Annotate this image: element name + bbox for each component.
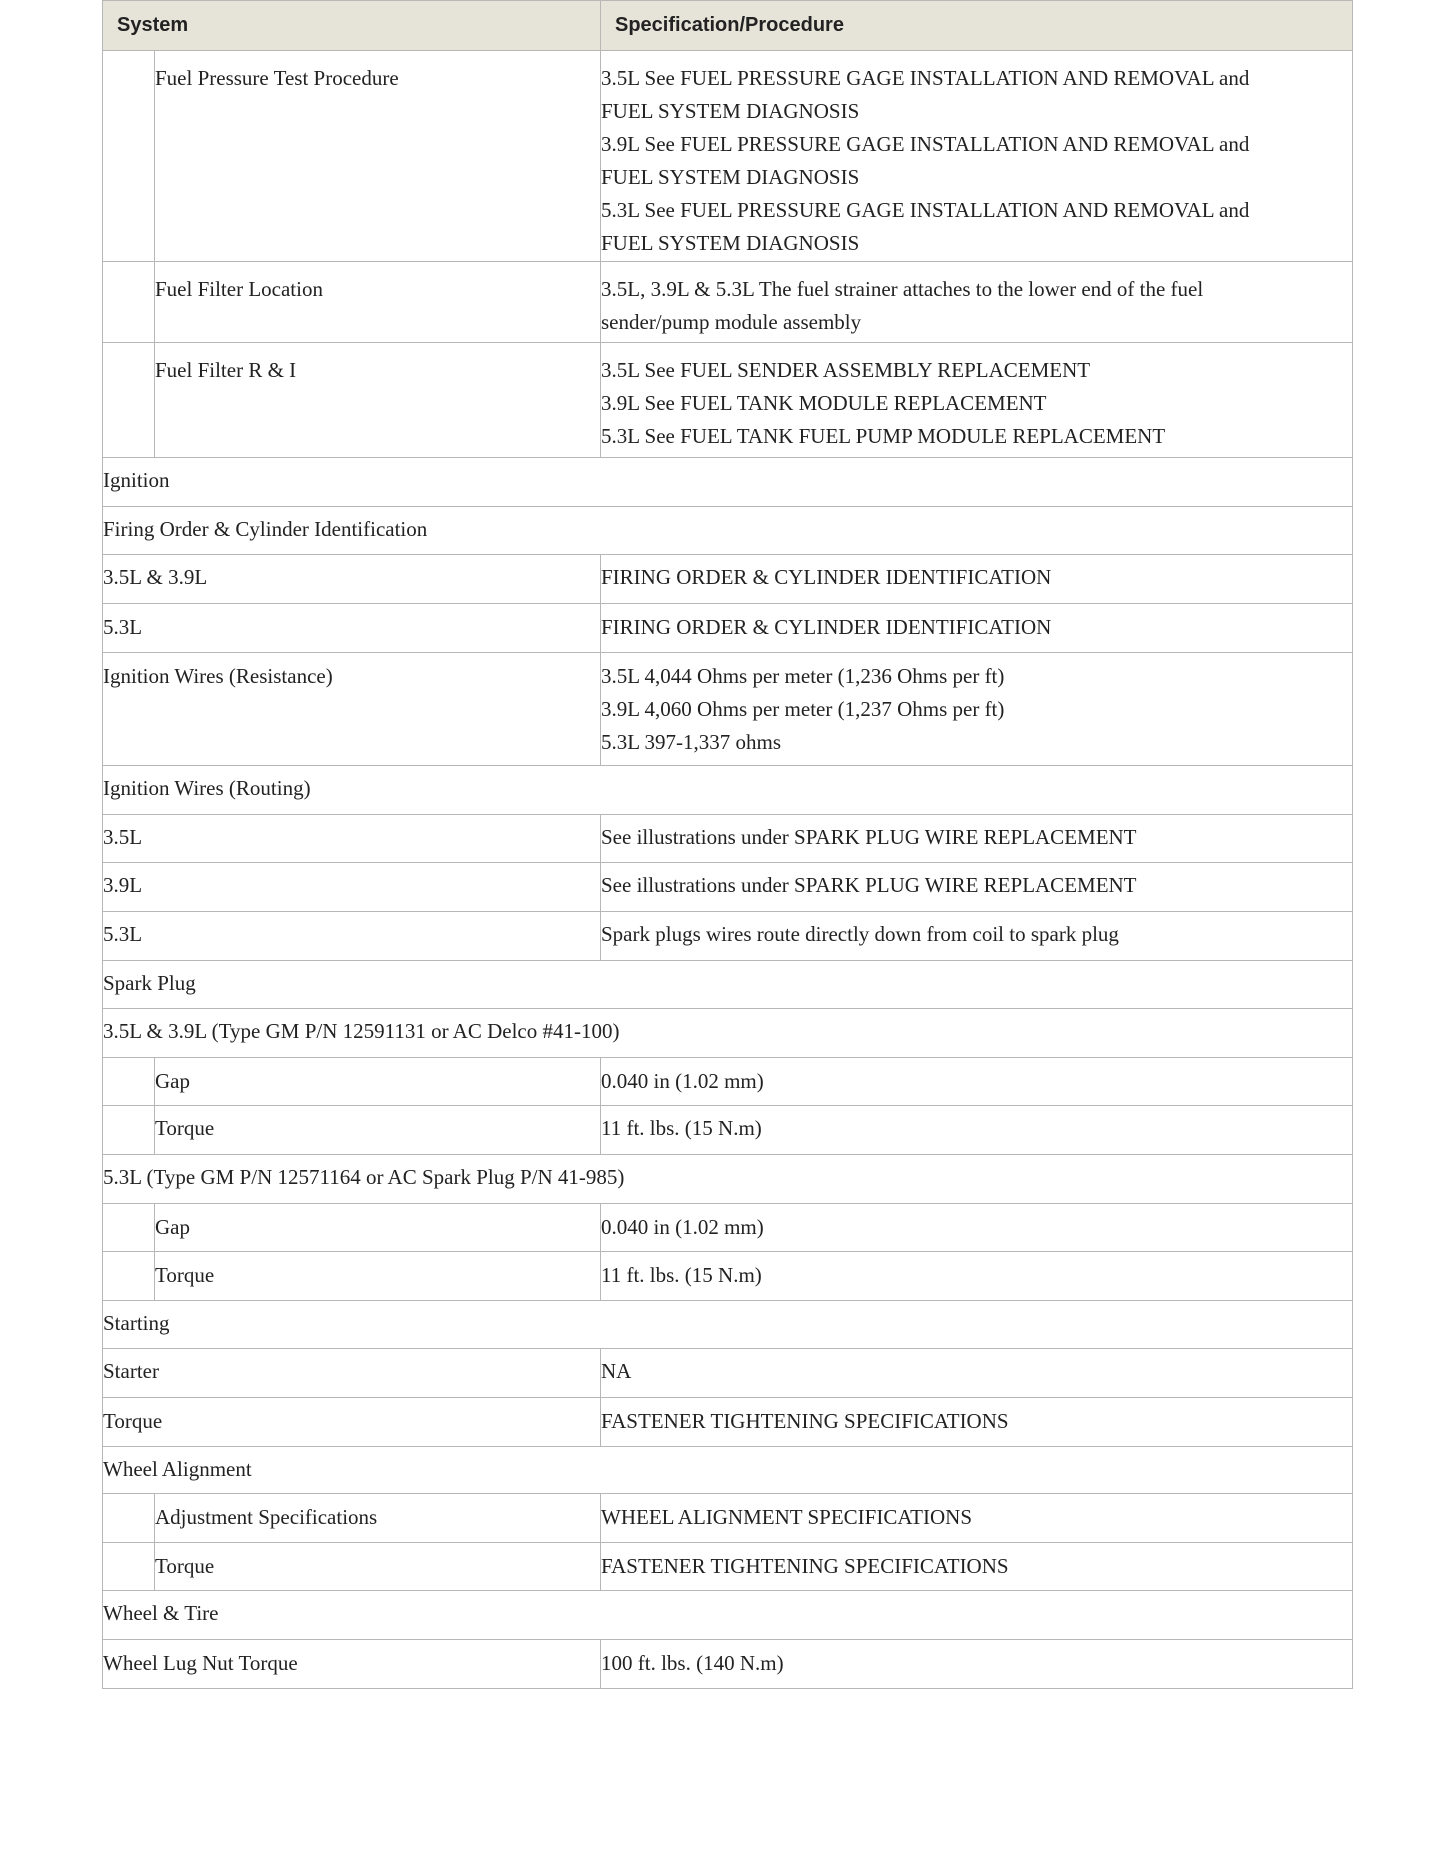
spec-line: 3.9L See FUEL TANK MODULE REPLACEMENT xyxy=(601,391,1047,415)
spec-cell xyxy=(601,912,1353,961)
indent-cell xyxy=(103,51,155,262)
spec-line: 5.3L 397-1,337 ohms xyxy=(601,730,782,754)
system-label: Torque xyxy=(155,1106,601,1155)
section-label: Firing Order & Cylinder Identification xyxy=(103,507,1353,555)
table-row xyxy=(103,1543,1353,1591)
system-label: 3.9L xyxy=(103,863,601,912)
section-label: Ignition Wires (Routing) xyxy=(103,766,1353,815)
section-label: Wheel Alignment xyxy=(103,1447,1353,1494)
indent-cell xyxy=(103,1494,155,1543)
table-row xyxy=(103,1349,1353,1398)
spec-line: See illustrations under SPARK PLUG WIRE REPLACEMENT xyxy=(601,825,1137,849)
indent-cell xyxy=(103,262,155,343)
table-row xyxy=(103,604,1353,653)
spec-cell xyxy=(601,653,1353,766)
indent-cell xyxy=(103,343,155,458)
spec-cell xyxy=(601,555,1353,604)
system-label: Torque xyxy=(155,1252,601,1301)
section-row xyxy=(103,961,1353,1009)
section-row xyxy=(103,1447,1353,1494)
spec-line: Spark plugs wires route directly down from coil to spark plug xyxy=(601,922,1119,946)
spec-line: 3.5L 4,044 Ohms per meter (1,236 Ohms per ft) xyxy=(601,664,1005,688)
section-label: Starting xyxy=(103,1301,1353,1349)
system-label: Fuel Filter Location xyxy=(155,262,601,343)
table-row xyxy=(103,1640,1353,1689)
spec-line: 0.040 in (1.02 mm) xyxy=(601,1069,764,1093)
system-label: Fuel Pressure Test Procedure xyxy=(155,51,601,262)
table-body xyxy=(103,51,1353,1689)
table-row xyxy=(103,653,1353,766)
spec-line: 5.3L See FUEL PRESSURE GAGE INSTALLATION AND REMOVAL and xyxy=(601,198,1250,222)
spec-cell xyxy=(601,1640,1353,1689)
spec-cell xyxy=(601,604,1353,653)
section-row xyxy=(103,458,1353,507)
system-label: 3.5L xyxy=(103,815,601,863)
header-row xyxy=(103,1,1353,51)
spec-line: FIRING ORDER & CYLINDER IDENTIFICATION xyxy=(601,565,1052,589)
system-label: 3.5L & 3.9L xyxy=(103,555,601,604)
spec-line: WHEEL ALIGNMENT SPECIFICATIONS xyxy=(601,1505,972,1529)
system-label: Adjustment Specifications xyxy=(155,1494,601,1543)
spec-line: 3.9L 4,060 Ohms per meter (1,237 Ohms per ft) xyxy=(601,697,1005,721)
system-label: Ignition Wires (Resistance) xyxy=(103,653,601,766)
spec-line: NA xyxy=(601,1359,632,1383)
system-label: Wheel Lug Nut Torque xyxy=(103,1640,601,1689)
spec-line: 3.5L See FUEL SENDER ASSEMBLY REPLACEMENT xyxy=(601,358,1091,382)
spec-line: 3.5L, 3.9L & 5.3L The fuel strainer attaches to the lower end of the fuel xyxy=(601,277,1204,301)
section-row xyxy=(103,1009,1353,1058)
spec-cell xyxy=(601,1543,1353,1591)
system-label: 5.3L xyxy=(103,912,601,961)
section-label: Spark Plug xyxy=(103,961,1353,1009)
spec-cell xyxy=(601,863,1353,912)
section-label: Ignition xyxy=(103,458,1353,507)
spec-cell xyxy=(601,343,1353,458)
table-row xyxy=(103,51,1353,262)
spec-line: FASTENER TIGHTENING SPECIFICATIONS xyxy=(601,1554,1009,1578)
spec-line: 11 ft. lbs. (15 N.m) xyxy=(601,1116,762,1140)
system-label: Gap xyxy=(155,1058,601,1106)
table-row xyxy=(103,555,1353,604)
system-label: Starter xyxy=(103,1349,601,1398)
spec-cell xyxy=(601,1398,1353,1447)
spec-line: FUEL SYSTEM DIAGNOSIS xyxy=(601,99,860,123)
system-label: Gap xyxy=(155,1204,601,1252)
section-label: Wheel & Tire xyxy=(103,1591,1353,1640)
spec-cell xyxy=(601,1106,1353,1155)
indent-cell xyxy=(103,1204,155,1252)
table-row xyxy=(103,1252,1353,1301)
table-row xyxy=(103,863,1353,912)
system-label: Torque xyxy=(155,1543,601,1591)
system-label: Fuel Filter R & I xyxy=(155,343,601,458)
spec-line: sender/pump module assembly xyxy=(601,310,862,334)
system-label: 5.3L xyxy=(103,604,601,653)
spec-cell xyxy=(601,1349,1353,1398)
spec-line: See illustrations under SPARK PLUG WIRE REPLACEMENT xyxy=(601,873,1137,897)
table-row xyxy=(103,1058,1353,1106)
spec-cell xyxy=(601,1204,1353,1252)
section-label: 5.3L (Type GM P/N 12571164 or AC Spark Plug P/N 41-985) xyxy=(103,1155,1353,1204)
spec-line: FUEL SYSTEM DIAGNOSIS xyxy=(601,231,860,255)
spec-cell xyxy=(601,51,1353,262)
spec-line: FIRING ORDER & CYLINDER IDENTIFICATION xyxy=(601,615,1052,639)
section-row xyxy=(103,507,1353,555)
table-row xyxy=(103,1204,1353,1252)
table-row xyxy=(103,1106,1353,1155)
spec-line: 3.5L See FUEL PRESSURE GAGE INSTALLATION AND REMOVAL and xyxy=(601,66,1250,90)
spec-cell xyxy=(601,815,1353,863)
section-row xyxy=(103,766,1353,815)
table-row xyxy=(103,912,1353,961)
indent-cell xyxy=(103,1058,155,1106)
spec-cell xyxy=(601,262,1353,343)
indent-cell xyxy=(103,1543,155,1591)
header-system: System xyxy=(103,1,601,51)
spec-cell xyxy=(601,1252,1353,1301)
section-row xyxy=(103,1301,1353,1349)
spec-line: 3.9L See FUEL PRESSURE GAGE INSTALLATION AND REMOVAL and xyxy=(601,132,1250,156)
spec-table xyxy=(102,0,1353,1689)
spec-line: 11 ft. lbs. (15 N.m) xyxy=(601,1263,762,1287)
header-spec: Specification/Procedure xyxy=(601,1,1353,51)
table-row xyxy=(103,1398,1353,1447)
spec-line: FASTENER TIGHTENING SPECIFICATIONS xyxy=(601,1409,1009,1433)
spec-line: 5.3L See FUEL TANK FUEL PUMP MODULE REPLACEMENT xyxy=(601,424,1166,448)
spec-line: 100 ft. lbs. (140 N.m) xyxy=(601,1651,784,1675)
spec-cell xyxy=(601,1494,1353,1543)
section-label: 3.5L & 3.9L (Type GM P/N 12591131 or AC Delco #41-100) xyxy=(103,1009,1353,1058)
spec-line: 0.040 in (1.02 mm) xyxy=(601,1215,764,1239)
table-row xyxy=(103,262,1353,343)
table-row xyxy=(103,343,1353,458)
indent-cell xyxy=(103,1252,155,1301)
spec-line: FUEL SYSTEM DIAGNOSIS xyxy=(601,165,860,189)
system-label: Torque xyxy=(103,1398,601,1447)
spec-cell xyxy=(601,1058,1353,1106)
table-row xyxy=(103,815,1353,863)
indent-cell xyxy=(103,1106,155,1155)
table-row xyxy=(103,1494,1353,1543)
section-row xyxy=(103,1155,1353,1204)
section-row xyxy=(103,1591,1353,1640)
